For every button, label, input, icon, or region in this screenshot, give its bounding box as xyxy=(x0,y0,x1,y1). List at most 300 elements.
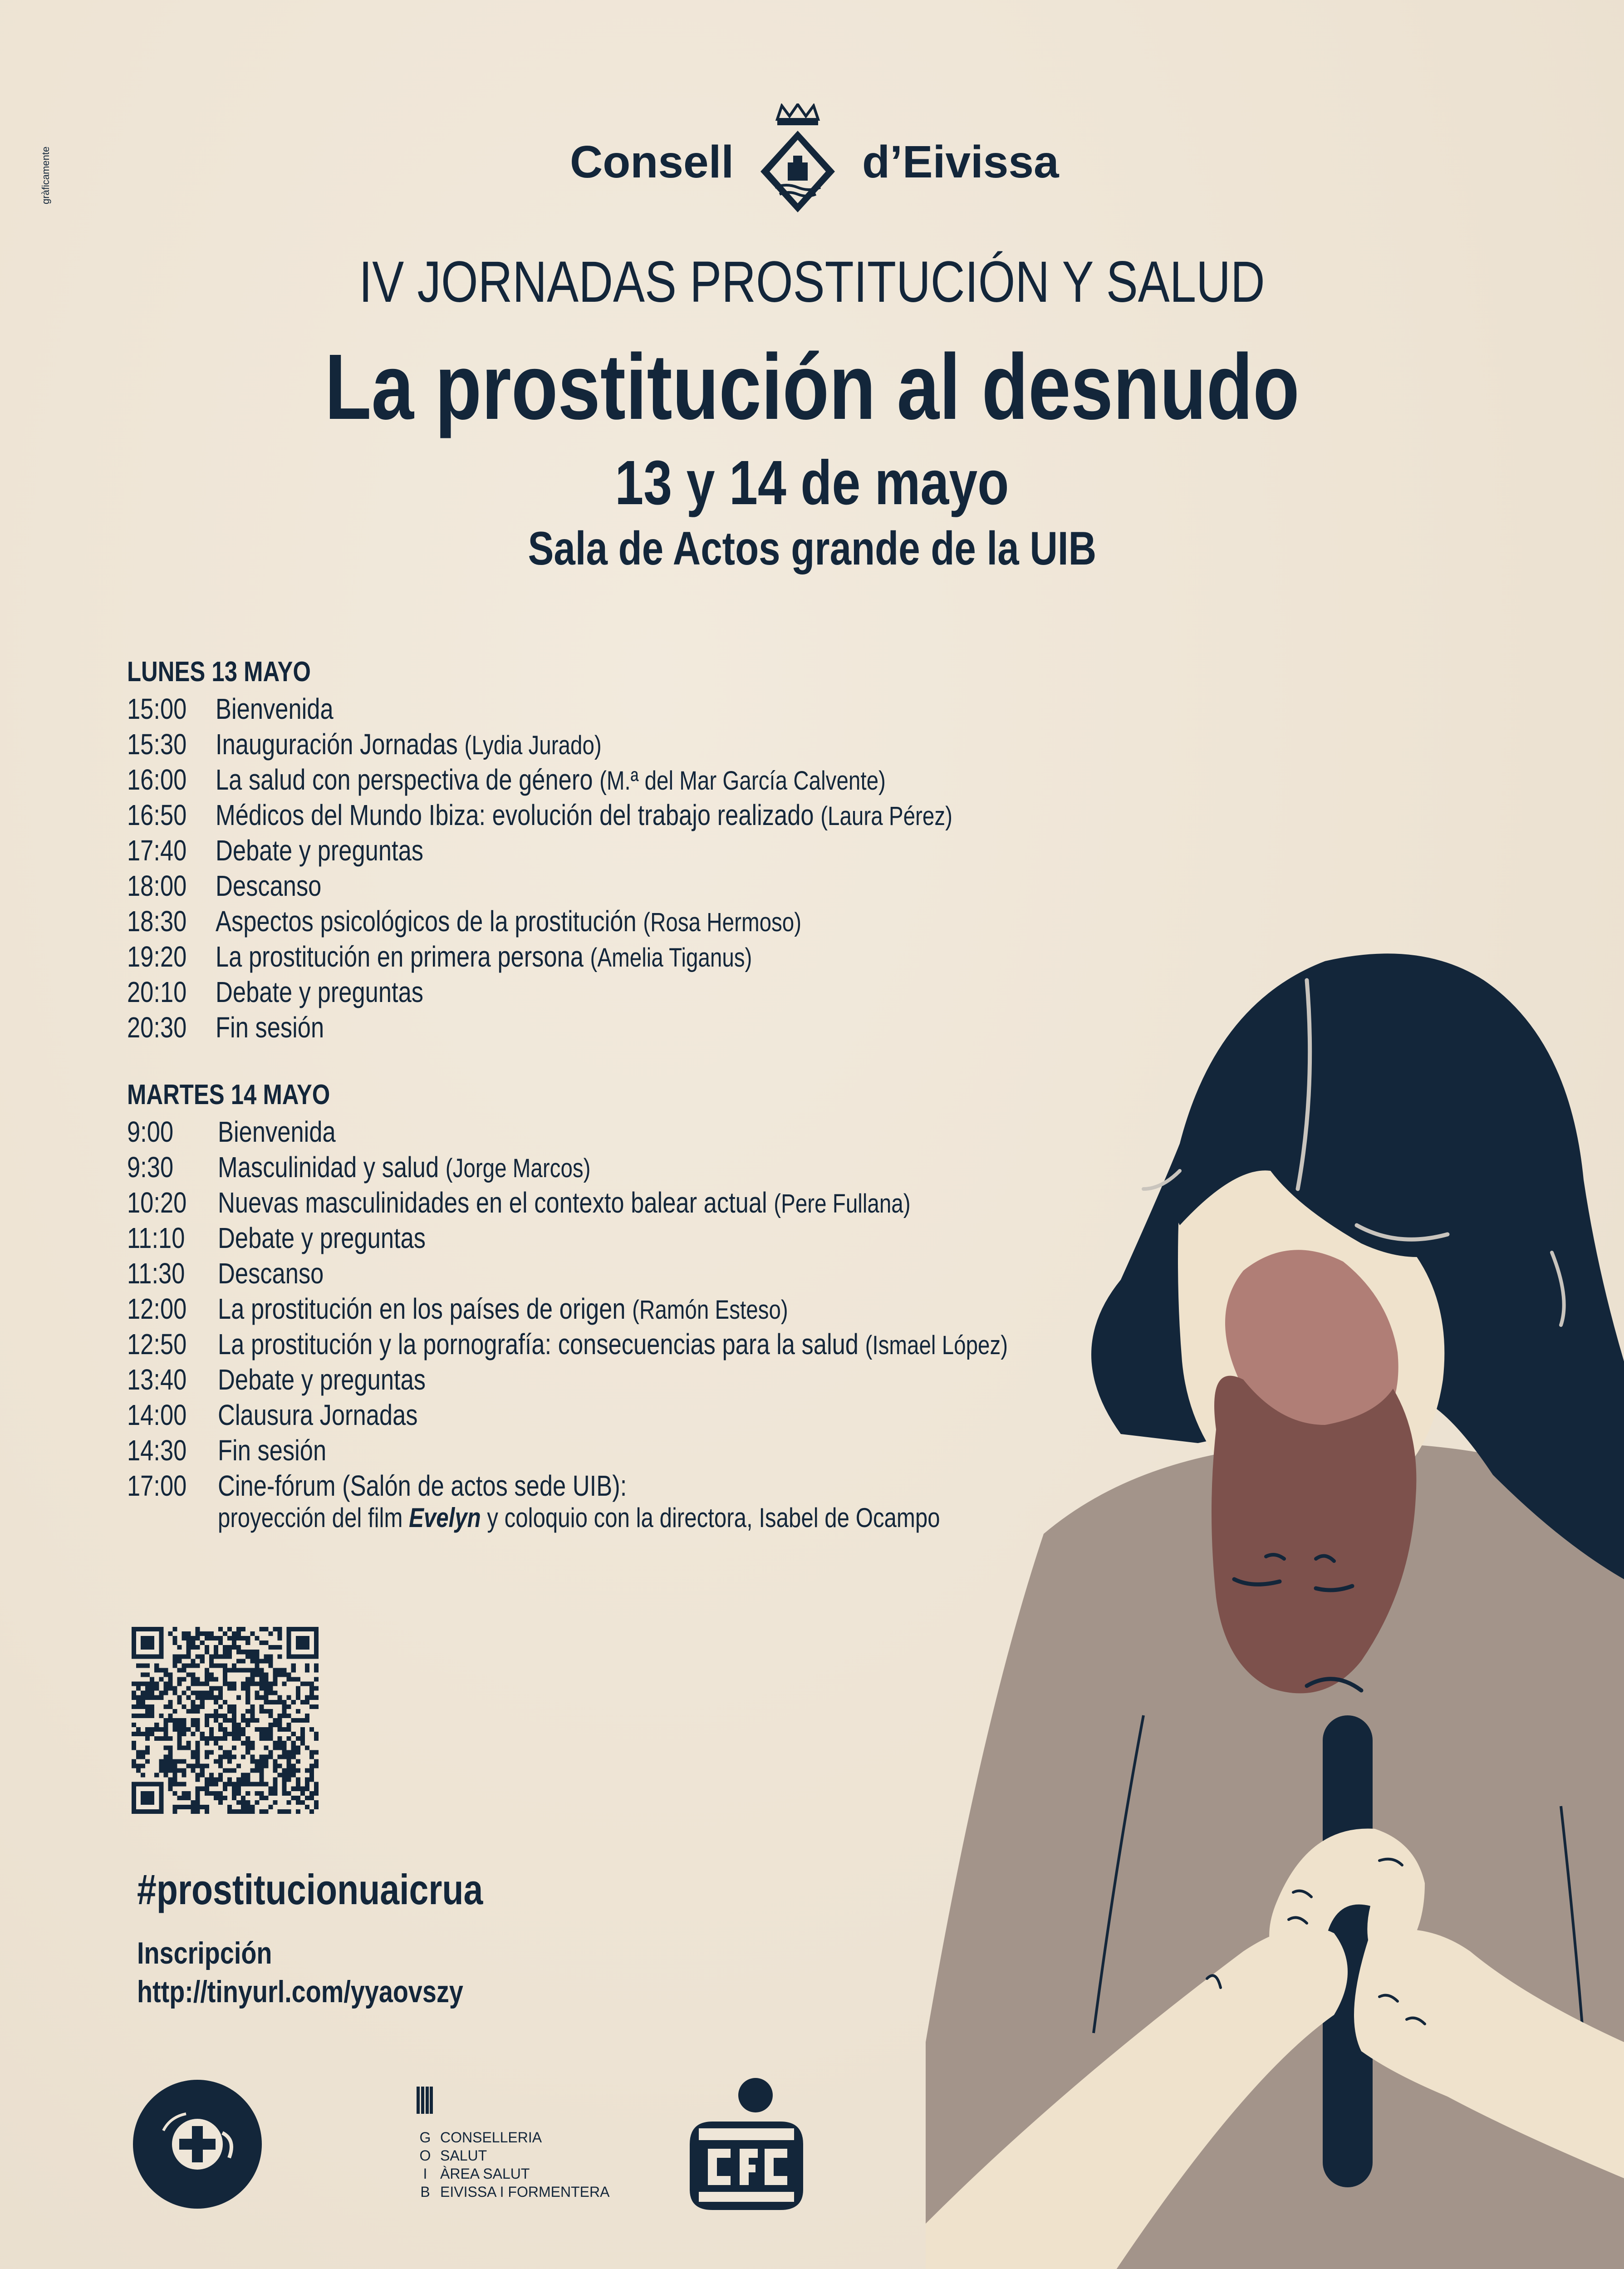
qr-module xyxy=(309,1796,314,1800)
qr-module xyxy=(287,1768,291,1773)
qr-module xyxy=(232,1736,236,1741)
qr-module xyxy=(232,1787,236,1791)
qr-module xyxy=(236,1787,241,1791)
qr-module xyxy=(223,1645,227,1650)
qr-module xyxy=(172,1659,177,1663)
activity xyxy=(216,798,952,832)
qr-module xyxy=(132,1723,136,1727)
qr-module xyxy=(177,1659,182,1663)
qr-module xyxy=(163,1691,168,1695)
qr-module xyxy=(241,1782,245,1787)
qr-module xyxy=(241,1636,245,1640)
qr-module xyxy=(250,1704,255,1709)
qr-module xyxy=(314,1791,319,1796)
qr-module xyxy=(209,1714,214,1718)
qr-module xyxy=(314,1759,319,1763)
qr-module xyxy=(191,1704,196,1709)
qr-module xyxy=(196,1763,200,1768)
qr-module xyxy=(200,1700,205,1704)
qr-module xyxy=(154,1663,159,1668)
qr-module xyxy=(236,1763,241,1768)
qr-module xyxy=(223,1631,227,1636)
qr-module xyxy=(268,1732,273,1736)
qr-module xyxy=(196,1631,200,1636)
qr-module xyxy=(241,1727,245,1732)
qr-module xyxy=(305,1805,309,1809)
qr-module xyxy=(268,1691,273,1695)
activity xyxy=(216,692,334,726)
qr-module xyxy=(168,1736,172,1741)
qr-module xyxy=(245,1736,250,1741)
qr-module xyxy=(172,1778,177,1782)
qr-module xyxy=(177,1723,182,1727)
qr-module xyxy=(314,1750,319,1754)
qr-module xyxy=(132,1704,136,1709)
qr-module xyxy=(282,1704,287,1709)
qr-module xyxy=(305,1778,309,1782)
qr-module xyxy=(154,1668,159,1672)
activity xyxy=(216,940,752,973)
qr-module xyxy=(282,1768,287,1773)
qr-module xyxy=(209,1782,214,1787)
qr-module xyxy=(209,1677,214,1682)
qr-module xyxy=(200,1640,205,1645)
qr-module xyxy=(305,1787,309,1791)
speaker: (Amelia Tiganus) xyxy=(590,943,752,972)
qr-module xyxy=(177,1759,182,1763)
qr-module xyxy=(300,1787,305,1791)
qr-module xyxy=(309,1686,314,1691)
qr-module xyxy=(245,1700,250,1704)
woman-with-microphone-illustration xyxy=(926,953,1624,2269)
qr-module xyxy=(214,1654,218,1659)
activity-title: Nuevas masculinidades en el contexto balear actual xyxy=(218,1186,767,1219)
qr-module xyxy=(268,1631,273,1636)
qr-module xyxy=(259,1677,264,1682)
activity xyxy=(218,1186,911,1219)
activity-title: Descanso xyxy=(218,1257,324,1290)
qr-module xyxy=(191,1677,196,1682)
qr-module xyxy=(214,1759,218,1763)
qr-module xyxy=(314,1800,319,1805)
qr-module xyxy=(205,1736,209,1741)
qr-module xyxy=(218,1791,223,1796)
qr-module xyxy=(163,1745,168,1750)
qr-module xyxy=(168,1759,172,1763)
qr-module xyxy=(168,1704,172,1709)
event-title xyxy=(0,334,1624,441)
qr-module xyxy=(196,1654,200,1659)
qr-module xyxy=(259,1668,264,1672)
qr-module xyxy=(278,1727,282,1732)
qr-module xyxy=(191,1645,196,1650)
qr-module xyxy=(282,1809,287,1814)
qr-module xyxy=(218,1714,223,1718)
qr-code-icon[interactable] xyxy=(132,1627,319,1814)
qr-module xyxy=(172,1773,177,1778)
qr-module xyxy=(196,1636,200,1640)
time: 12:00 xyxy=(127,1292,187,1325)
day-heading-text: LUNES 13 MAYO xyxy=(127,656,311,688)
qr-module xyxy=(264,1654,268,1659)
speaker: (Rosa Hermoso) xyxy=(643,908,802,937)
qr-module xyxy=(132,1732,136,1736)
qr-module xyxy=(200,1736,205,1741)
qr-module xyxy=(196,1778,200,1782)
qr-module xyxy=(259,1736,264,1741)
qr-module xyxy=(314,1677,319,1682)
qr-module xyxy=(273,1682,278,1686)
qr-module xyxy=(241,1650,245,1654)
qr-module xyxy=(273,1718,278,1723)
qr-module xyxy=(287,1672,291,1677)
qr-module xyxy=(172,1759,177,1763)
qr-module xyxy=(264,1700,268,1704)
qr-module xyxy=(259,1695,264,1700)
qr-module xyxy=(255,1659,259,1663)
qr-module xyxy=(291,1763,296,1768)
qr-module xyxy=(136,1750,141,1754)
qr-module xyxy=(163,1768,168,1773)
qr-module xyxy=(245,1778,250,1782)
qr-module xyxy=(163,1732,168,1736)
qr-module xyxy=(305,1768,309,1773)
qr-module xyxy=(236,1727,241,1732)
qr-module xyxy=(191,1805,196,1809)
activity-title: Debate y preguntas xyxy=(216,976,424,1008)
qr-module xyxy=(300,1718,305,1723)
qr-module xyxy=(232,1640,236,1645)
qr-module xyxy=(232,1682,236,1686)
qr-module xyxy=(291,1668,296,1672)
qr-module xyxy=(264,1782,268,1787)
qr-module xyxy=(172,1791,177,1796)
qr-module xyxy=(218,1723,223,1727)
qr-module xyxy=(278,1672,282,1677)
qr-module xyxy=(209,1672,214,1677)
qr-module xyxy=(287,1704,291,1709)
qr-module xyxy=(177,1645,182,1650)
qr-module xyxy=(163,1754,168,1759)
qr-module xyxy=(278,1714,282,1718)
qr-module xyxy=(241,1741,245,1745)
qr-module xyxy=(305,1695,309,1700)
qr-module xyxy=(163,1736,168,1741)
qr-module xyxy=(259,1682,264,1686)
qr-module xyxy=(309,1682,314,1686)
qr-module xyxy=(209,1636,214,1640)
qr-module xyxy=(205,1791,209,1796)
qr-module xyxy=(268,1714,273,1718)
time: 13:40 xyxy=(127,1363,187,1396)
qr-module xyxy=(314,1695,319,1700)
qr-module xyxy=(296,1809,300,1814)
qr-module xyxy=(214,1677,218,1682)
qr-module xyxy=(218,1654,223,1659)
qr-module xyxy=(196,1727,200,1732)
qr-module xyxy=(168,1745,172,1750)
qr-module xyxy=(150,1732,154,1736)
qr-module xyxy=(209,1691,214,1695)
qr-module xyxy=(309,1750,314,1754)
qr-module xyxy=(227,1654,232,1659)
qr-module xyxy=(232,1714,236,1718)
qr-module xyxy=(159,1763,163,1768)
qr-module xyxy=(259,1763,264,1768)
qr-module xyxy=(141,1700,145,1704)
qr-module xyxy=(296,1718,300,1723)
qr-module xyxy=(259,1709,264,1714)
registration-link-text[interactable]: http://tinyurl.com/yyaovszy xyxy=(137,1974,463,2009)
qr-module xyxy=(236,1782,241,1787)
qr-module xyxy=(168,1700,172,1704)
qr-module xyxy=(145,1736,150,1741)
qr-module xyxy=(186,1745,191,1750)
qr-module xyxy=(191,1718,196,1723)
qr-module xyxy=(255,1727,259,1732)
event-dates xyxy=(0,447,1624,519)
qr-module xyxy=(314,1704,319,1709)
qr-module xyxy=(250,1659,255,1663)
qr-module xyxy=(268,1686,273,1691)
activity xyxy=(218,1115,336,1149)
qr-module xyxy=(273,1763,278,1768)
qr-module xyxy=(264,1677,268,1682)
metges-del-mon-logo xyxy=(132,2078,263,2210)
speaker: (Laura Pérez) xyxy=(820,801,952,831)
qr-module xyxy=(309,1773,314,1778)
qr-module xyxy=(250,1677,255,1682)
qr-module xyxy=(291,1796,296,1800)
qr-module xyxy=(209,1654,214,1659)
qr-module xyxy=(168,1750,172,1754)
qr-module xyxy=(172,1640,177,1645)
activity-title: Bienvenida xyxy=(216,692,334,725)
qr-module xyxy=(245,1782,250,1787)
qr-module xyxy=(250,1805,255,1809)
qr-module xyxy=(159,1736,163,1741)
qr-module xyxy=(223,1718,227,1723)
qr-module xyxy=(241,1778,245,1782)
qr-module xyxy=(245,1695,250,1700)
time: 15:30 xyxy=(127,728,187,761)
qr-module xyxy=(259,1686,264,1691)
qr-module xyxy=(182,1668,186,1672)
qr-module xyxy=(264,1659,268,1663)
qr-module xyxy=(282,1773,287,1778)
qr-module xyxy=(223,1682,227,1686)
qr-module xyxy=(191,1750,196,1754)
qr-module xyxy=(209,1773,214,1778)
qr-module xyxy=(250,1782,255,1787)
qr-module xyxy=(163,1773,168,1778)
qr-module xyxy=(196,1809,200,1814)
qr-module xyxy=(291,1773,296,1778)
activity xyxy=(218,1292,788,1326)
qr-module xyxy=(268,1723,273,1727)
qr-module xyxy=(205,1763,209,1768)
qr-module xyxy=(168,1754,172,1759)
qr-module xyxy=(145,1704,150,1709)
qr-module xyxy=(296,1736,300,1741)
qr-module xyxy=(264,1682,268,1686)
qr-module xyxy=(245,1773,250,1778)
qr-module xyxy=(150,1677,154,1682)
qr-module xyxy=(250,1672,255,1677)
qr-module xyxy=(250,1631,255,1636)
qr-module xyxy=(163,1682,168,1686)
qr-module xyxy=(172,1768,177,1773)
qr-module xyxy=(163,1723,168,1727)
qr-module xyxy=(241,1809,245,1814)
qr-module xyxy=(196,1677,200,1682)
qr-module xyxy=(191,1700,196,1704)
qr-module xyxy=(218,1736,223,1741)
activity-title: Masculinidad y salud xyxy=(218,1151,439,1184)
qr-module xyxy=(227,1732,232,1736)
qr-module xyxy=(241,1754,245,1759)
activity xyxy=(218,1257,324,1290)
qr-module xyxy=(273,1778,278,1782)
qr-module xyxy=(218,1627,223,1631)
qr-module xyxy=(132,1759,136,1763)
qr-module xyxy=(182,1654,186,1659)
qr-module xyxy=(314,1686,319,1691)
activity xyxy=(216,763,886,796)
qr-module xyxy=(236,1809,241,1814)
consell-crest-icon xyxy=(757,103,839,217)
qr-module xyxy=(186,1631,191,1636)
qr-module xyxy=(296,1745,300,1750)
qr-module xyxy=(314,1663,319,1668)
qr-module xyxy=(309,1768,314,1773)
goib-line: CONSELLERIA xyxy=(440,2129,542,2146)
qr-module xyxy=(255,1800,259,1805)
qr-module xyxy=(214,1778,218,1782)
film-note-after: y coloquio con la directora, Isabel de Ocampo xyxy=(487,1503,940,1533)
qr-module xyxy=(255,1763,259,1768)
qr-module xyxy=(268,1787,273,1791)
qr-finder xyxy=(141,1636,154,1650)
qr-module xyxy=(172,1686,177,1691)
registration-link[interactable] xyxy=(137,1974,535,2009)
qr-module xyxy=(241,1627,245,1631)
qr-module xyxy=(273,1791,278,1796)
activity xyxy=(218,1221,426,1255)
qr-module xyxy=(159,1759,163,1763)
qr-module xyxy=(209,1659,214,1663)
goib-vertical xyxy=(418,2128,432,2201)
qr-module xyxy=(268,1754,273,1759)
qr-module xyxy=(150,1695,154,1700)
qr-module xyxy=(196,1745,200,1750)
qr-module xyxy=(186,1709,191,1714)
qr-module xyxy=(278,1809,282,1814)
qr-module xyxy=(296,1677,300,1682)
qr-module xyxy=(223,1736,227,1741)
qr-module xyxy=(245,1805,250,1809)
speaker: (Jorge Marcos) xyxy=(445,1154,591,1183)
qr-module xyxy=(287,1723,291,1727)
qr-module xyxy=(232,1631,236,1636)
qr-module xyxy=(186,1663,191,1668)
qr-module xyxy=(300,1727,305,1732)
qr-module xyxy=(154,1686,159,1691)
designer-credit: gràficamente xyxy=(40,146,51,204)
qr-module xyxy=(214,1782,218,1787)
qr-module xyxy=(241,1682,245,1686)
qr-module xyxy=(287,1754,291,1759)
qr-module xyxy=(259,1768,264,1773)
qr-module xyxy=(186,1686,191,1691)
qr-module xyxy=(196,1791,200,1796)
qr-module xyxy=(259,1773,264,1778)
qr-module xyxy=(205,1809,209,1814)
qr-module xyxy=(200,1773,205,1778)
qr-module xyxy=(259,1791,264,1796)
qr-module xyxy=(168,1682,172,1686)
qr-module xyxy=(214,1650,218,1654)
qr-module xyxy=(218,1686,223,1691)
qr-module xyxy=(250,1682,255,1686)
qr-module xyxy=(214,1636,218,1640)
qr-module xyxy=(209,1778,214,1782)
qr-module xyxy=(214,1645,218,1650)
qr-module xyxy=(177,1782,182,1787)
activity-title: La salud con perspectiva de género xyxy=(216,763,593,796)
qr-module xyxy=(141,1754,145,1759)
qr-module xyxy=(136,1754,141,1759)
qr-module xyxy=(268,1709,273,1714)
qr-module xyxy=(186,1796,191,1800)
qr-module xyxy=(177,1805,182,1809)
qr-module xyxy=(245,1800,250,1805)
qr-module xyxy=(218,1796,223,1800)
qr-module xyxy=(150,1704,154,1709)
qr-module xyxy=(168,1714,172,1718)
qr-module xyxy=(255,1768,259,1773)
qr-module xyxy=(209,1750,214,1754)
qr-module xyxy=(300,1700,305,1704)
qr-module xyxy=(314,1787,319,1791)
qr-module xyxy=(296,1796,300,1800)
qr-module xyxy=(218,1640,223,1645)
qr-module xyxy=(296,1686,300,1691)
qr-module xyxy=(150,1714,154,1718)
qr-module xyxy=(278,1763,282,1768)
qr-module xyxy=(278,1631,282,1636)
qr-module xyxy=(191,1754,196,1759)
qr-module xyxy=(314,1736,319,1741)
qr-module xyxy=(223,1750,227,1754)
qr-module xyxy=(236,1631,241,1636)
cfc-logo xyxy=(681,2076,812,2212)
qr-module xyxy=(287,1778,291,1782)
activity xyxy=(216,1011,324,1044)
qr-module xyxy=(136,1704,141,1709)
activity-title: Fin sesión xyxy=(216,1011,324,1044)
qr-module xyxy=(236,1645,241,1650)
qr-module xyxy=(168,1672,172,1677)
qr-module xyxy=(205,1723,209,1727)
qr-module xyxy=(236,1800,241,1805)
qr-module xyxy=(200,1654,205,1659)
goib-line: SALUT xyxy=(440,2147,487,2164)
qr-module xyxy=(223,1654,227,1659)
qr-module xyxy=(232,1668,236,1672)
brand-name-left: Consell xyxy=(570,137,734,187)
qr-module xyxy=(250,1745,255,1750)
